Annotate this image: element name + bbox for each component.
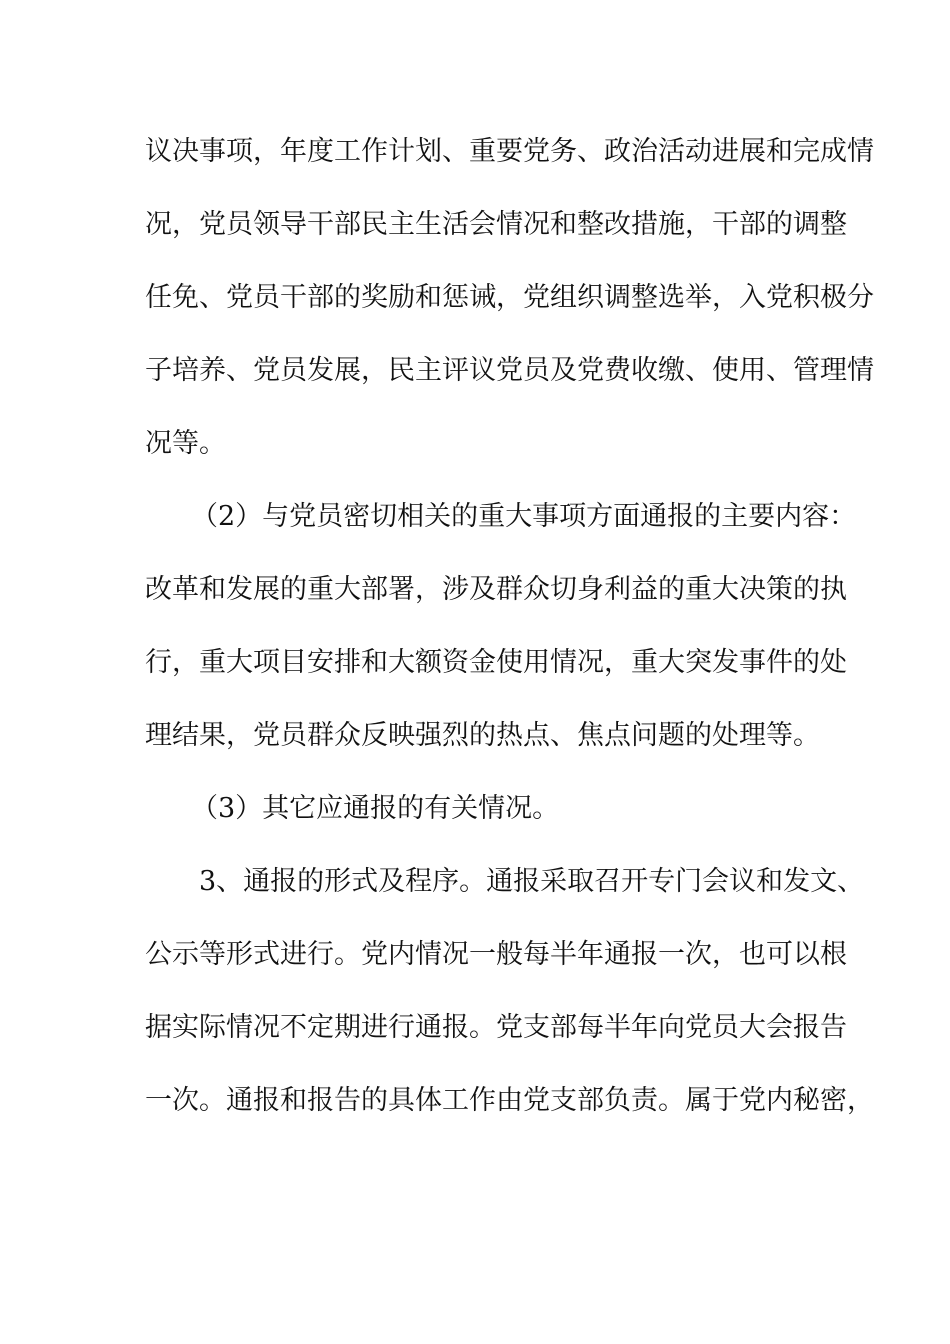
text-line-9: 理结果，党员群众反映强烈的热点、焦点问题的处理等。 xyxy=(145,720,820,751)
section-3-heading: 3、通报的形式及程序。通报采取召开专门会议和发文、 xyxy=(199,866,865,897)
text-line-1: 议决事项，年度工作计划、重要党务、政治活动进展和完成情 xyxy=(145,136,874,167)
text-line-13: 据实际情况不定期进行通报。党支部每半年向党员大会报告 xyxy=(145,1012,847,1043)
text-line-3: 任免、党员干部的奖励和惩诫，党组织调整选举，入党积极分 xyxy=(145,282,874,313)
text-line-12: 公示等形式进行。党内情况一般每半年通报一次，也可以根 xyxy=(145,939,847,970)
document-body xyxy=(145,122,874,1144)
paragraph-2-heading: （2）与党员密切相关的重大事项方面通报的主要内容： xyxy=(191,501,857,532)
text-line-14: 一次。通报和报告的具体工作由党支部负责。属于党内秘密， xyxy=(145,1085,874,1116)
text-line-5: 况等。 xyxy=(145,428,226,459)
paragraph-3-heading: （3）其它应通报的有关情况。 xyxy=(191,793,560,824)
text-line-2: 况，党员领导干部民主生活会情况和整改措施，干部的调整 xyxy=(145,209,847,240)
text-line-8: 行，重大项目安排和大额资金使用情况，重大突发事件的处 xyxy=(145,647,847,678)
text-line-7: 改革和发展的重大部署，涉及群众切身利益的重大决策的执 xyxy=(145,574,847,605)
text-line-4: 子培养、党员发展，民主评议党员及党费收缴、使用、管理情 xyxy=(145,355,874,386)
